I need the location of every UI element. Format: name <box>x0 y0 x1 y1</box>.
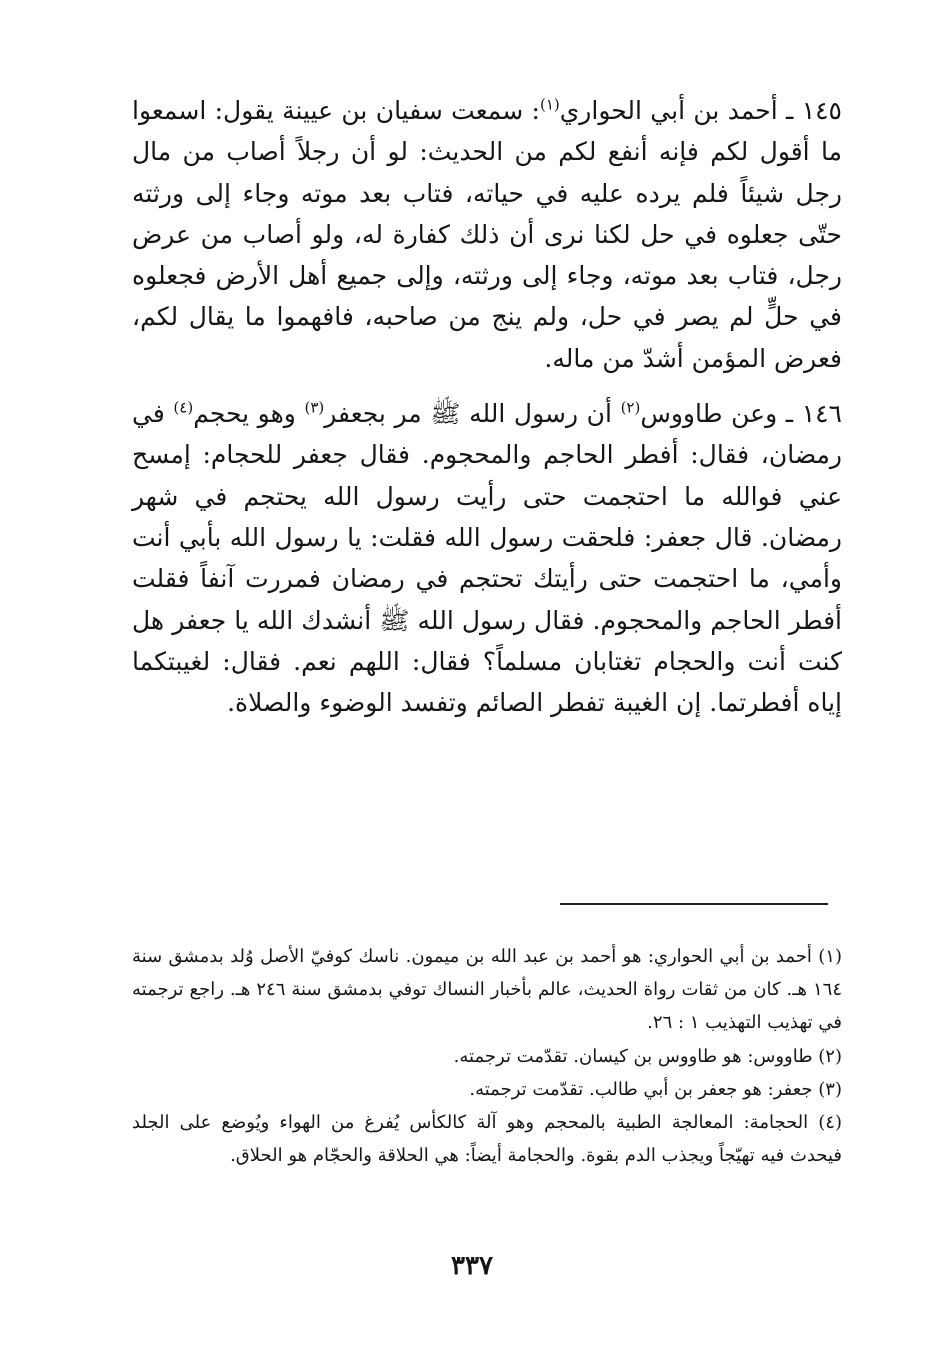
paragraph-146-segment-3: وهو يحجم <box>193 399 305 429</box>
footnote-3: (٣) جعفر: هو جعفر بن أبي طالب. تقدّمت ترجمته. <box>469 1078 842 1100</box>
footnote-4: (٤) الحجامة: المعالجة الطبية بالمحجم وهو آلة كالكأس يُفرغ من الهواء ويُوضع على الجلد فيحدث فيه تهيّجاً ويجذب الدم بقوة. والحجامة أيضاً: هي الحلاقة والحجّام هو الحلاق. <box>132 1112 842 1167</box>
paragraph-146 <box>132 393 842 723</box>
footnotes <box>132 940 842 1172</box>
footnote-ref-3: (٣) <box>304 398 325 417</box>
footnote-ref-4: (٤) <box>173 398 194 417</box>
paragraph-145-opening: ١٤٥ ـ أحمد بن أبي الحواري <box>559 96 842 125</box>
footnote-2: (٢) طاووس: هو طاووس بن كيسان. تقدّمت ترجمته. <box>453 1045 842 1067</box>
footnote-ref-2: (٢) <box>620 398 641 417</box>
page-number: ٣٣٧ <box>451 1251 493 1281</box>
footnote-1: (١) أحمد بن أبي الحواري: هو أحمد بن عبد الله بن ميمون. ناسك كوفيّ الأصل وُلد بدمشق سنة ١٦٤ هـ. كان من ثقات رواة الحديث، عالم بأخبار النساك توفي بدمشق سنة ٢٤٦ هـ. راجع ترجمته في تهذيب التهذيب ١ : ٢٦. <box>132 946 842 1034</box>
footnote-ref-1: (١) <box>539 95 560 114</box>
main-text <box>132 90 842 723</box>
paragraph-146-body: في رمضان، فقال: أفطر الحاجم والمحجوم. فقال جعفر للحجام: إمسح عني فوالله ما احتجمت حتى رأيت رسول الله يحتجم في شهر رمضان. قال جعفر: فلحقت رسول الله فقلت: يا رسول الله بأبي أنت وأمي، ما احتجمت حتى رأيتك تحتجم في رمضان فمررت آنفاً فقلت أفطر الحاجم والمحجوم. فقال رسول الله ﷺ أنشدك الله يا جعفر هل كنت أنت والحجام تغتابان مسلماً؟ فقال: اللهم نعم. فقال: لغيبتكما إياه أفطرتما. إن الغيبة تفطر الصائم وتفسد الوضوء والصلاة. <box>132 399 842 718</box>
paragraph-146-opening: ١٤٦ ـ وعن طاووس <box>640 399 842 429</box>
paragraph-146-segment-2: أن رسول الله ﷺ مر بجعفر <box>324 399 621 429</box>
paragraph-145 <box>132 90 842 379</box>
paragraph-145-body: : سمعت سفيان بن عيينة يقول: اسمعوا ما أقول لكم فإنه أنفع لكم من الحديث: لو أن رجلاً أصاب من مال رجل شيئاً فلم يرده عليه في حياته، فتاب بعد موته وجاء إلى ورثته حتّى جعلوه في حل لكنا نرى أن ذلك كفارة له، ولو أصاب من عرض رجل، فتاب بعد موته، وجاء إلى ورثته، وإلى جميع أهل الأرض فجعلوه في حلٍّ لم يصر في حل، ولم ينج من صاحبه، فافهموا ما يقال لكم، فعرض المؤمن أشدّ من ماله. <box>132 96 843 373</box>
footnote-divider <box>560 903 828 905</box>
